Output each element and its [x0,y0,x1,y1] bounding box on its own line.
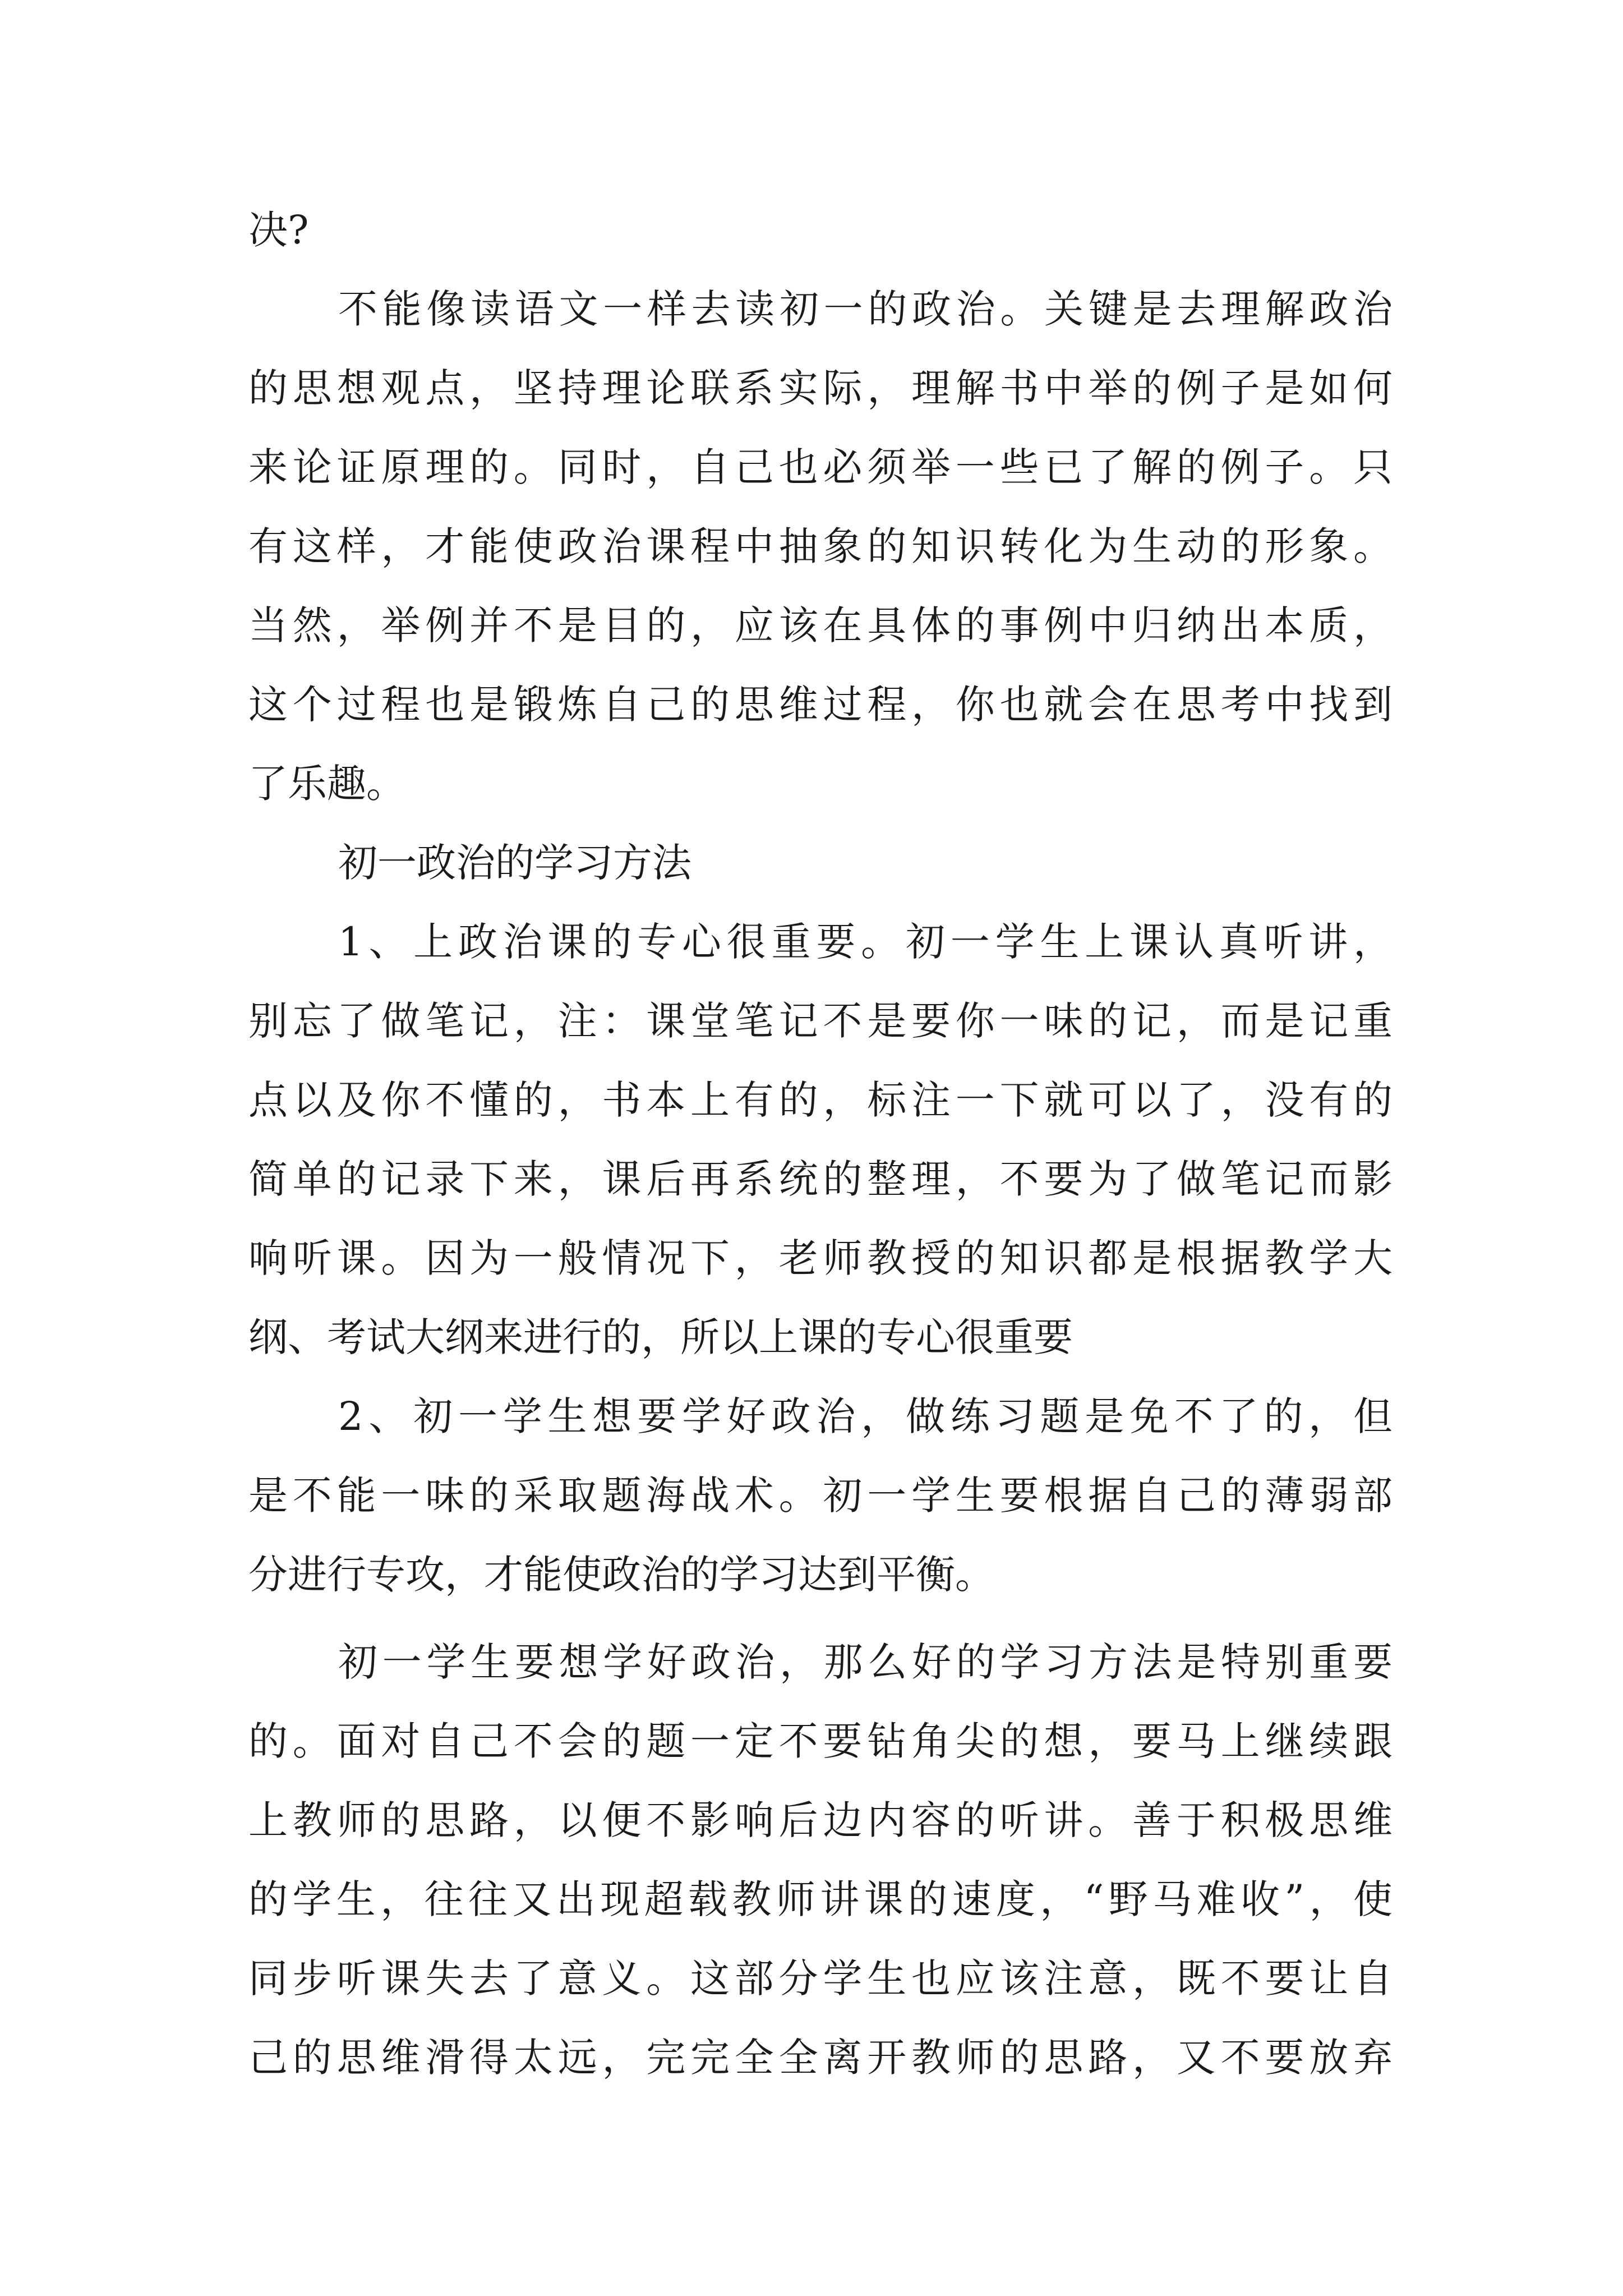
text-line: 别忘了做笔记，注：课堂笔记不是要你一味的记，而是记重 [248,998,1393,1044]
text-line: 是不能一味的采取题海战术。初一学生要根据自己的薄弱部 [248,1473,1393,1519]
text-line: 纲、考试大纲来进行的，所以上课的专心很重要 [248,1314,1073,1360]
text-line: 响听课。因为一般情况下，老师教授的知识都是根据教学大 [248,1235,1393,1281]
text-line: 的。面对自己不会的题一定不要钻角尖的想，要马上继续跟 [248,1718,1393,1764]
text-line: 有这样，才能使政治课程中抽象的知识转化为生动的形象。 [248,523,1393,569]
section-heading: 初一政治的学习方法 [338,840,691,886]
text-line: 同步听课失去了意义。这部分学生也应该注意，既不要让自 [248,1955,1393,2001]
paragraph-first-line: 1、上政治课的专心很重要。初一学生上课认真听讲， [338,919,1393,965]
text-line: 来论证原理的。同时，自己也必须举一些已了解的例子。只 [248,444,1393,490]
text-line: 决? [248,207,309,253]
text-line: 当然，举例并不是目的，应该在具体的事例中归纳出本质， [248,602,1393,648]
text-line: 了乐趣。 [248,761,405,807]
paragraph-first-line: 初一学生要想学好政治，那么好的学习方法是特别重要 [338,1639,1393,1685]
text-line: 分进行专攻，才能使政治的学习达到平衡。 [248,1552,994,1598]
paragraph-first-line: 2、初一学生想要学好政治，做练习题是免不了的，但 [338,1393,1393,1439]
body-text [248,191,1393,2097]
paragraph-gap [248,1614,1393,1623]
text-line: 这个过程也是锻炼自己的思维过程，你也就会在思考中找到 [248,682,1393,728]
text-line: 简单的记录下来，课后再系统的整理，不要为了做笔记而影 [248,1156,1393,1202]
text-line: 点以及你不懂的，书本上有的，标注一下就可以了，没有的 [248,1077,1393,1123]
paragraph-first-line: 不能像读语文一样去读初一的政治。关键是去理解政治 [338,286,1393,332]
text-line: 的思想观点，坚持理论联系实际，理解书中举的例子是如何 [248,365,1393,411]
text-line: 的学生，往往又出现超载教师讲课的速度，“野马难收”，使 [248,1876,1393,1922]
text-line: 己的思维滑得太远，完完全全离开教师的思路，又不要放弃 [248,2035,1393,2081]
text-line: 上教师的思路，以便不影响后边内容的听讲。善于积极思维 [248,1797,1393,1843]
